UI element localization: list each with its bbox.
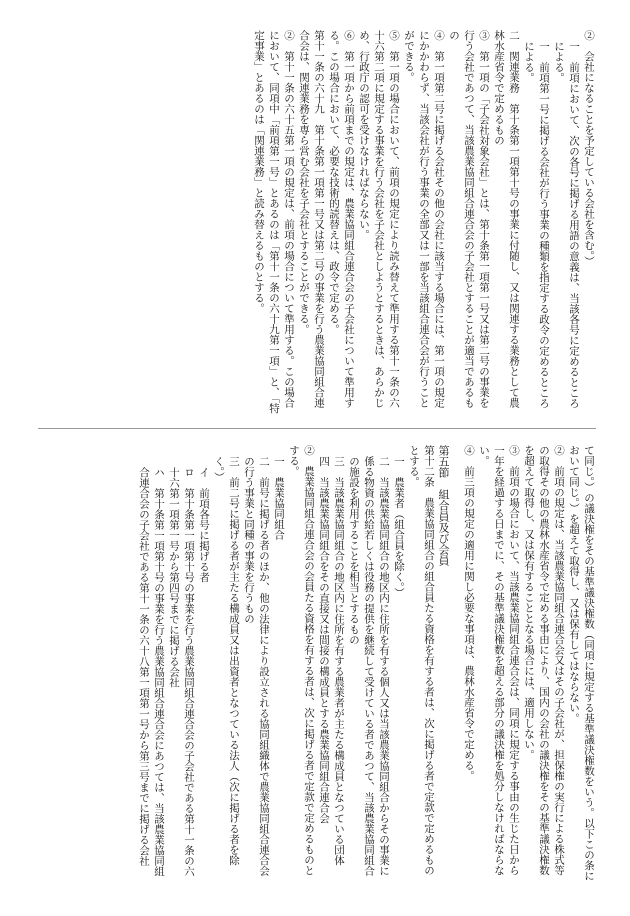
section-divider [38,428,596,429]
text-paragraph: ④ 前三項の規定の適用に関し必要な事項は、農林水産省令で定める。 [463,445,475,781]
text-paragraph: 一 農業協同組合 [273,456,285,540]
text-paragraph: イ 前項各号に掲げる者 [198,467,210,583]
text-paragraph: ハ 第十条第一項第十号の事業を行う農業協同組合連合会にあつては、当該農業協同組合連合会の子会社である第十一条の六十八第一項第一号から第三号までに掲げる会社 [138,467,165,877]
text-paragraph: 第十二条 農業協同組合の組合員たる資格を有する者は、次に掲げる者で定款で定めるものとする。 [408,445,435,876]
text-paragraph: 一 農業者（組合員を除く。） [393,456,405,598]
text-paragraph: ③ 第一項の「子会社対象会社」とは、第十条第一項第一号又は第二号の事業を行う会社であつて、当該農業協同組合連合会の子会社とすることが適当であるもの [448,30,490,408]
text-paragraph: 第十一条の六十九 第十条第一項第一号又は第二号の事業を行う農業協同組合連合会は、関連業務を専ら営む会社を子会社とすることができる。 [298,30,325,408]
text-paragraph: ⑤ 第一項の場合において、前項の規定により読み替えて準用する第十一条の六十六第二項に規定する事業を行う会社を子会社としようとするときは、あらかじめ、行政庁の認可を受けなければならない。 [358,30,400,408]
text-paragraph: 四 当該農業協同組合をその直接又は間接の構成員とする農業協同組合連合会 [318,456,330,824]
upper-text-block [38,30,596,415]
text-paragraph: ② 会社になることを予定している会社を含む。） [583,30,595,267]
section-heading: 第五節 組合員及び会員 [437,445,450,566]
text-paragraph: ② 農業協同組合連合会の会員たる資格を有する者は、次に掲げる者で定款で定めるものとする。 [288,445,315,876]
text-paragraph: ② 前項の規定は、当該農業協同組合連合会又はその子会社が、担保権の実行による株式等の取得その他の農林水産省令で定める事由により、国内の会社の議決権をその基準議決権数を超えて取得し、又は保有することとなる場合には、適用しない。 [523,445,565,876]
text-paragraph: て同じ。）の議決権をその基準議決権数（同項に規定する基準議決権数をいう。以下この条において同じ。）を超えて取得し、又は保有してはならない。 [568,445,595,881]
text-paragraph: 三 当該農業協同組合の地区内に住所を有する農業者が主たる構成員となつている団体 [333,456,345,866]
text-paragraph: ロ 第十条第一項第十号の事業を行う農業協同組合連合会の子会社である第十一条の六十六第一項第一号から第四号までに掲げる会社 [168,467,195,877]
text-paragraph: 二 当該農業協同組合の地区内に住所を有する個人又は当該農業協同組合からその事業に係る物資の供給若しくは役務の提供を継続して受けている者であつて、当該農業協同組合の施設を利用することを相当とするもの [348,456,390,876]
text-paragraph: ⑥ 第一項から前項までの規定は、農業協同組合連合会の子会社について準用する。この場合において、必要な技術的読替えは、政令で定める。 [328,30,355,408]
text-paragraph: 一 前項第一号に掲げる会社が行う事業の種類を指定する政令の定めるところによる。 [523,41,550,409]
text-paragraph: 一 前項において、次の各号に掲げる用語の意義は、当該各号に定めるところによる。 [553,41,580,409]
text-paragraph: 二 前号に掲げる者のほか、他の法律により設立される協同組織体で農業協同組合連合会の行う事業と同種の事業を行うもの [243,456,270,876]
upper-vertical-text [38,30,596,415]
text-paragraph: ② 第十一条の六十五第一項の規定は、前項の場合について準用する。この場合において、同項中「前項第一号」とあるのは「第十一条の六十九第一項」と、「特定事業」とあるのは「関連業務」と読み替えるものとする。 [253,30,295,414]
text-paragraph: ③ 前項の場合において、当該農業協同組合連合会は、同項に規定する事由の生じた日から一年を経過する日までに、その基準議決権数を超える部分の議決権を処分しなければならない。 [478,445,520,876]
lower-text-block [38,445,596,885]
text-paragraph: 二 関連業務 第十条第一項第十号の事業に付随し、又は関連する業務として農林水産省令で定めるもの [493,30,520,408]
text-paragraph: 三 前二号に掲げる者が主たる構成員又は出資者となつている法人（次に掲げる者を除く。） [213,456,240,866]
text-paragraph: ④ 第一項第二号に掲げる会社その他の会社に該当する場合には、第一項の規定にかかわらず、当該会社が行う事業の全部又は一部を当該組合連合会が行うことができる。 [403,30,445,408]
lower-vertical-text [38,445,596,885]
